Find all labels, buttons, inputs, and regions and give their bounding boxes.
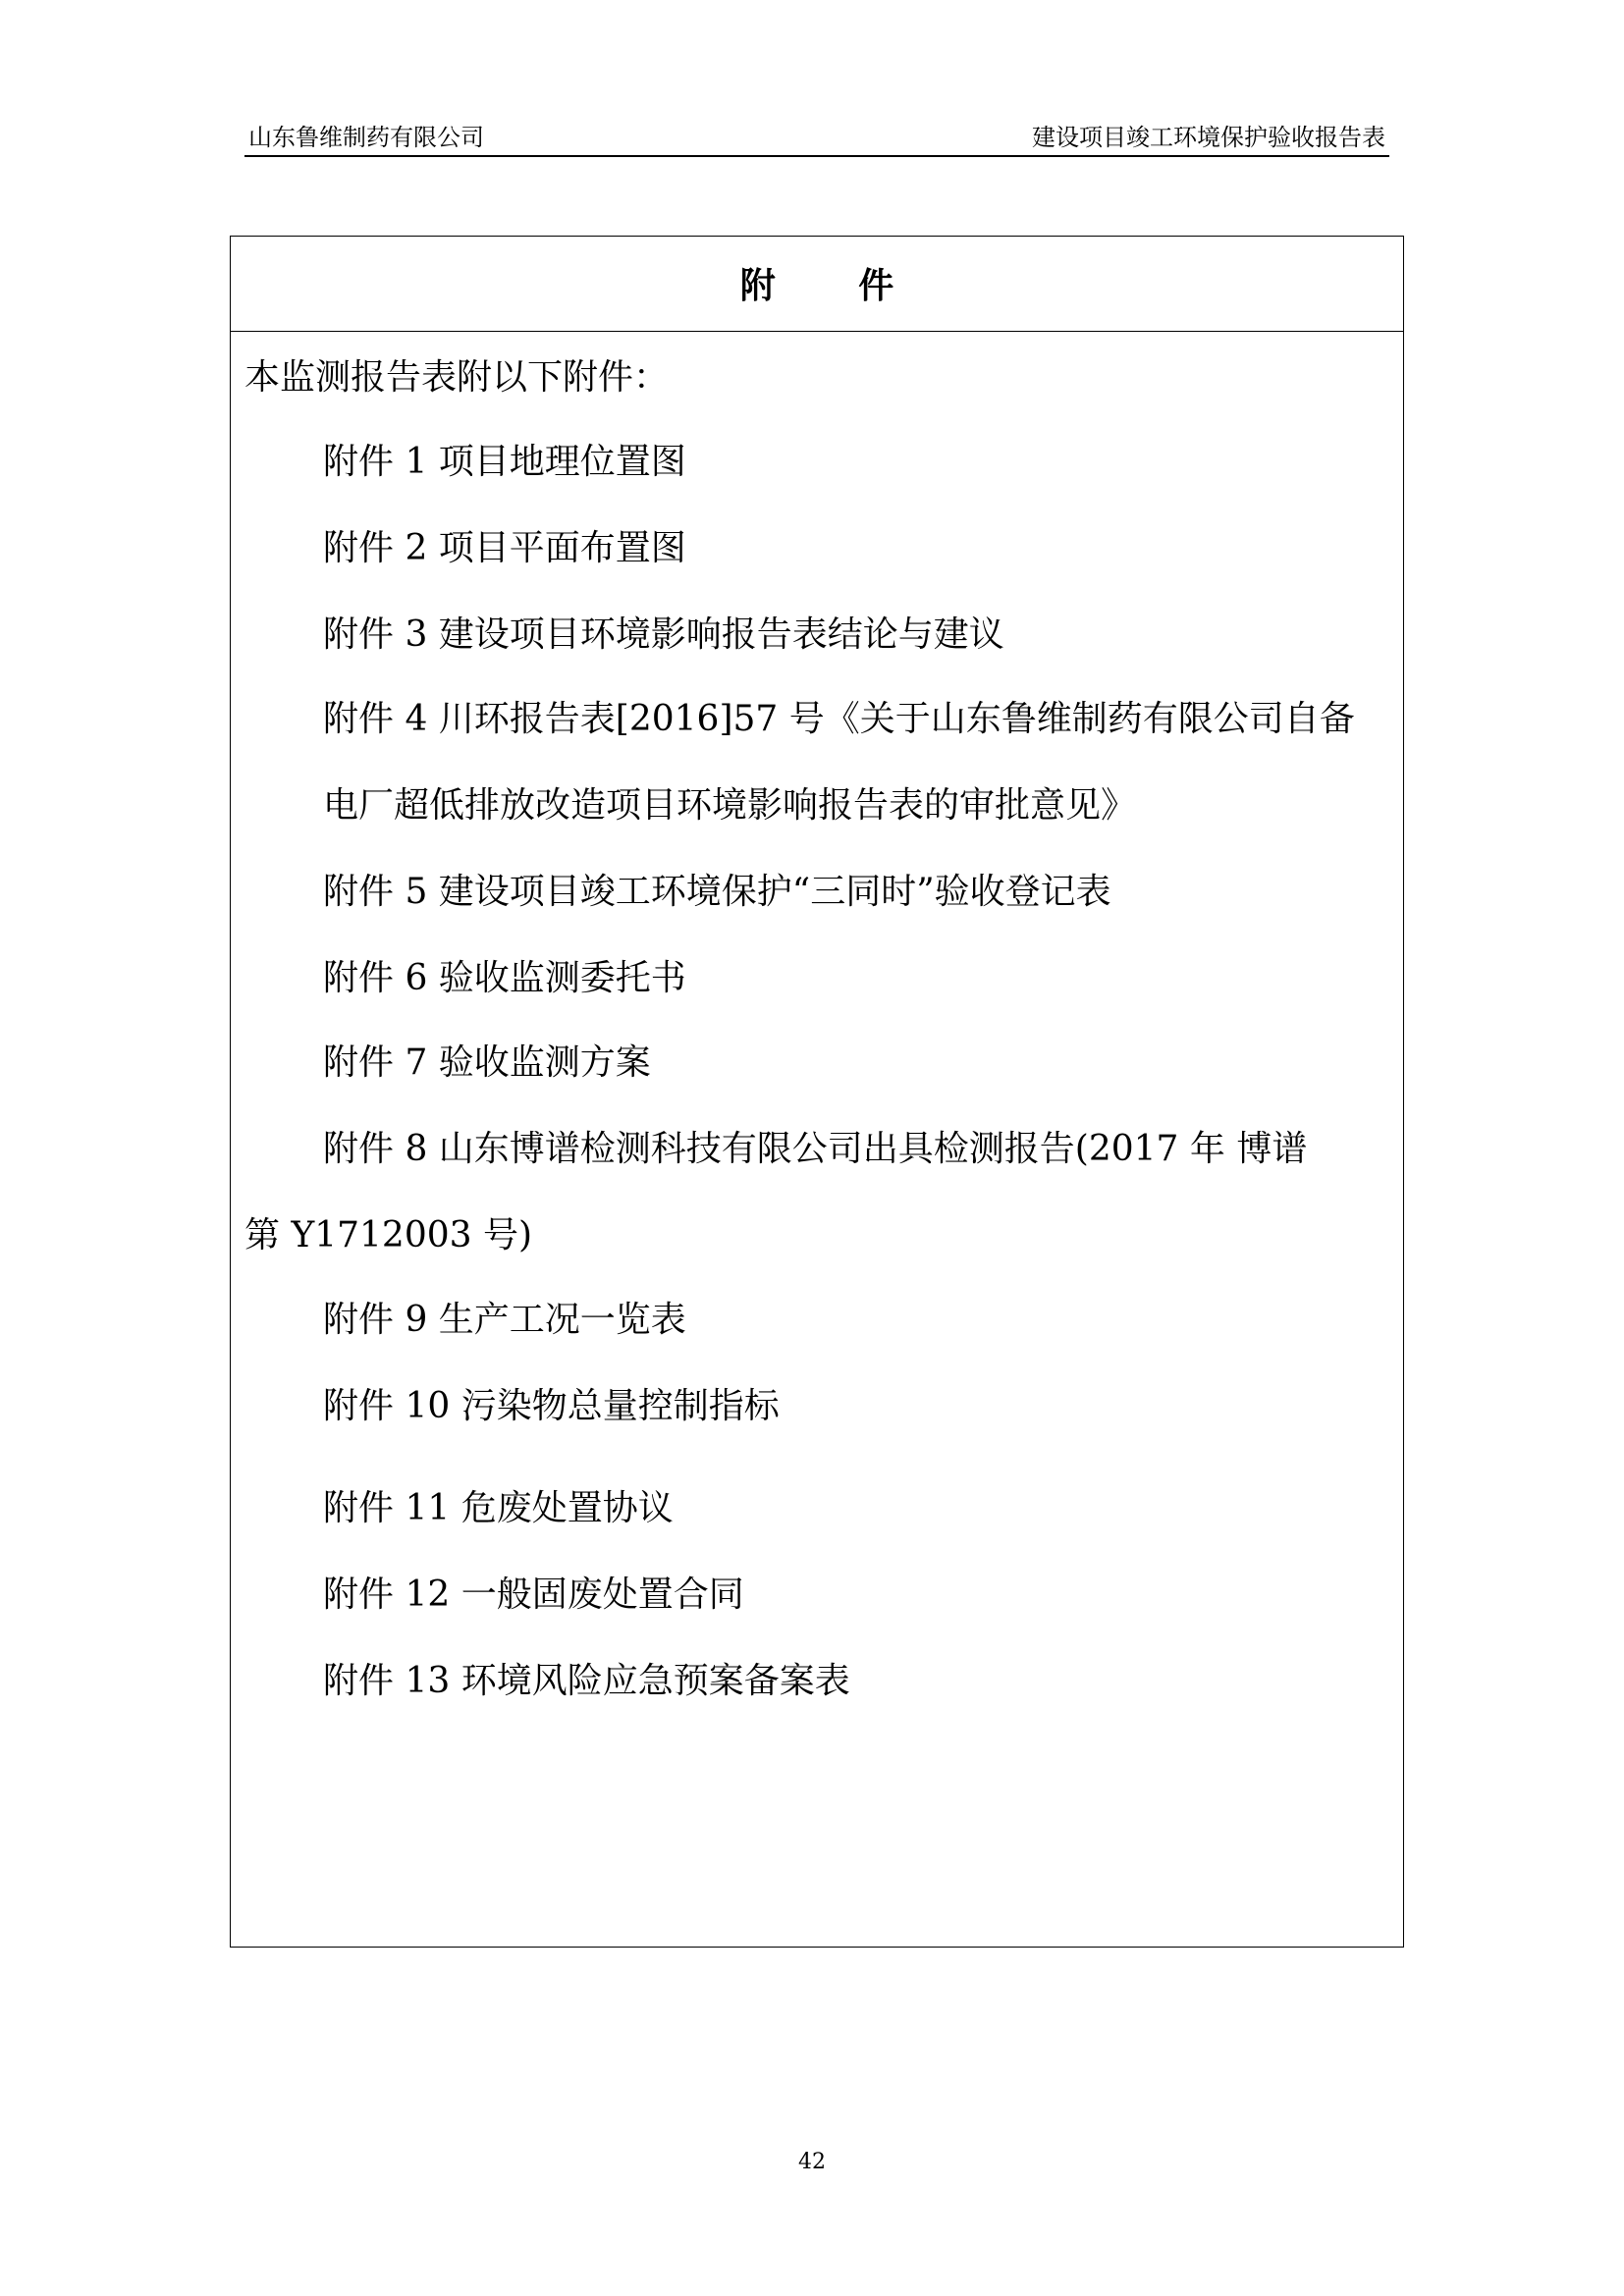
- attachment-item: 附件 9 生产工况一览表: [323, 1300, 686, 1340]
- attachment-item-continuation: 第 Y1712003 号): [244, 1215, 533, 1255]
- attachment-item: 附件 3 建设项目环境影响报告表结论与建议: [323, 614, 1004, 655]
- attachment-item: 附件 4 川环报告表[2016]57 号《关于山东鲁维制药有限公司自备: [323, 699, 1355, 739]
- attachment-item-continuation: 电厂超低排放改造项目环境影响报告表的审批意见》: [323, 785, 1137, 826]
- attachment-item: 附件 2 项目平面布置图: [323, 528, 686, 568]
- page-number: 42: [798, 2150, 826, 2174]
- attachments-table: [230, 236, 1404, 1948]
- attachment-item: 附件 7 验收监测方案: [323, 1042, 651, 1083]
- attachment-item: 附件 13 环境风险应急预案备案表: [323, 1661, 850, 1701]
- attachments-intro: 本监测报告表附以下附件：: [244, 357, 670, 398]
- attachment-item: 附件 12 一般固废处置合同: [323, 1575, 744, 1615]
- page-header: [244, 116, 1389, 157]
- attachment-item: 附件 1 项目地理位置图: [323, 442, 686, 482]
- attachment-item: 附件 10 污染物总量控制指标: [323, 1386, 780, 1426]
- attachment-item: 附件 6 验收监测委托书: [323, 958, 686, 998]
- header-report-title: 建设项目竣工环境保护验收报告表: [1032, 124, 1385, 151]
- attachment-item: 附件 11 危废处置协议: [323, 1488, 674, 1528]
- attachments-title-row: [231, 237, 1403, 332]
- attachment-item: 附件 8 山东博谱检测科技有限公司出具检测报告(2017 年 博谱: [323, 1129, 1308, 1169]
- attachments-title: 附 件: [739, 266, 930, 306]
- header-company: 山东鲁维制药有限公司: [248, 124, 484, 151]
- attachment-item: 附件 5 建设项目竣工环境保护“三同时”验收登记表: [323, 872, 1111, 912]
